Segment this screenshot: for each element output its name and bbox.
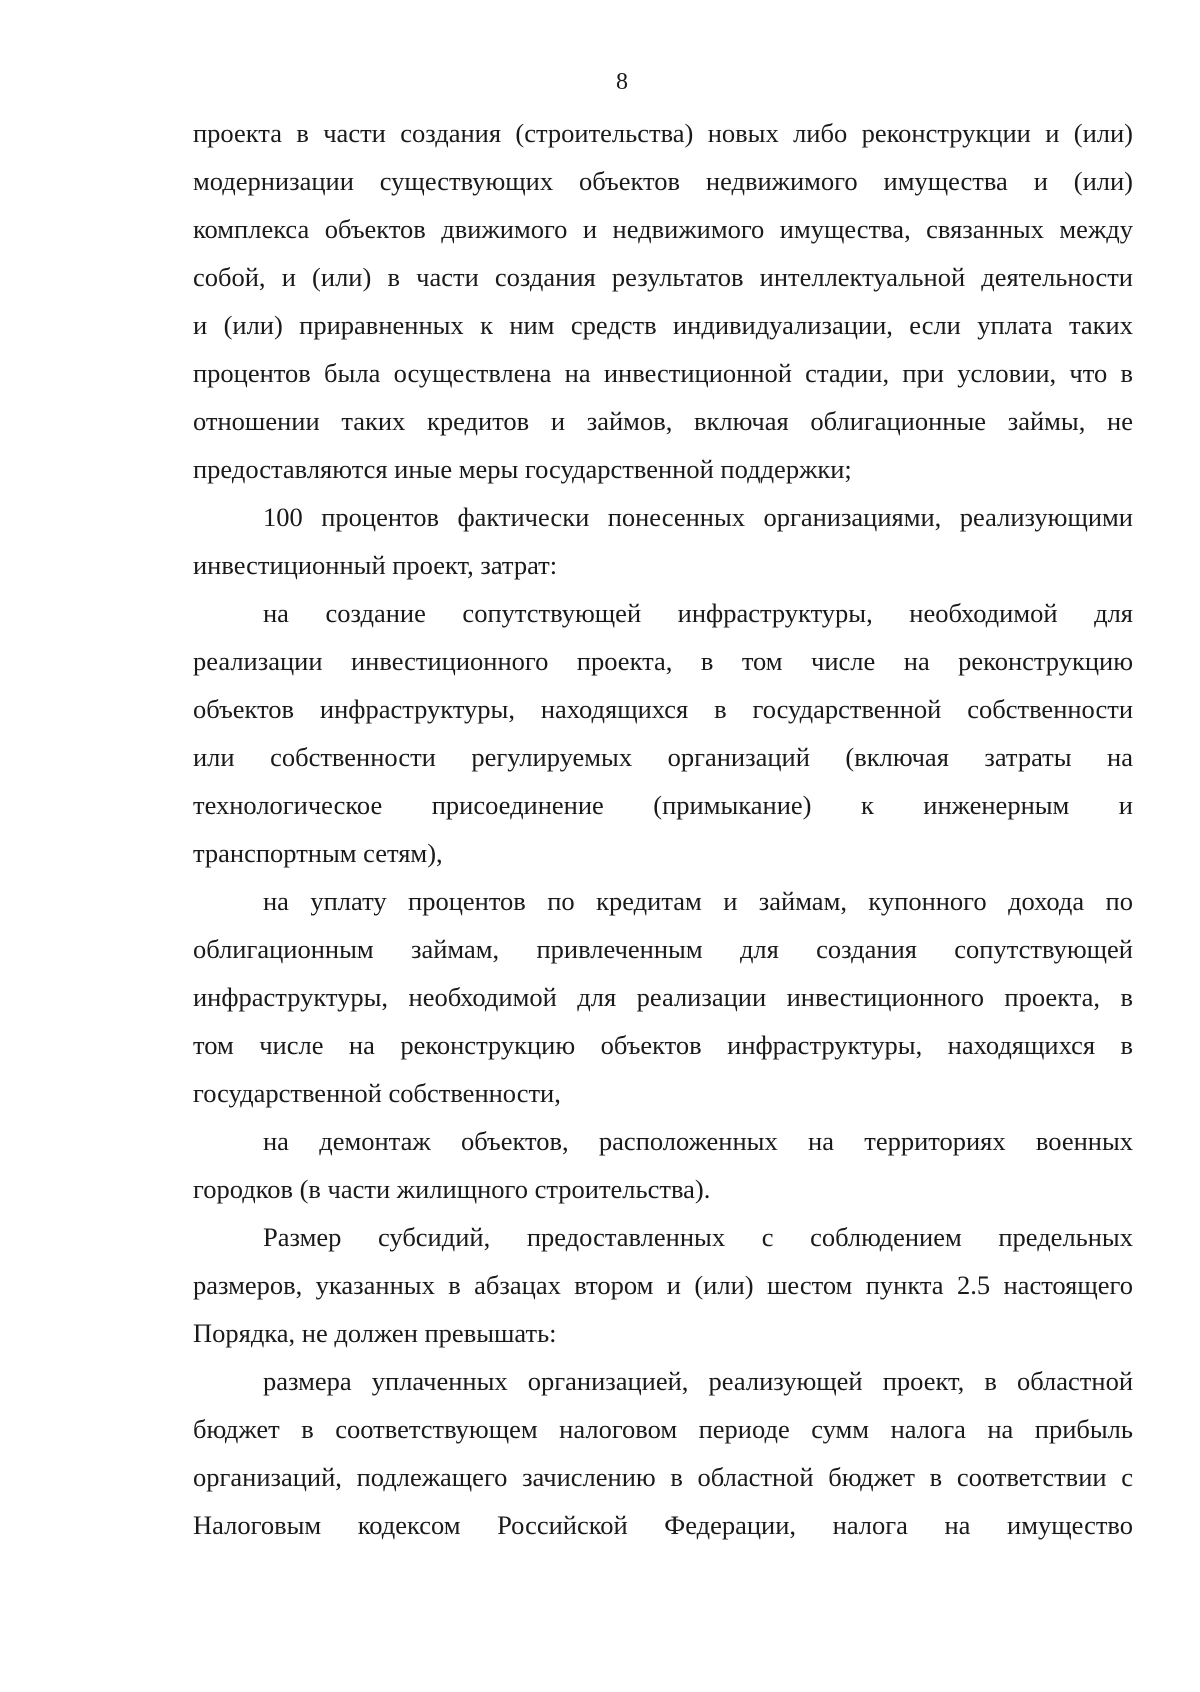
text-line: Порядка, не должен превышать:	[193, 1318, 557, 1348]
document-body-text	[193, 109, 1133, 1549]
page-number: 8	[616, 69, 628, 95]
text-line: Размер субсидий, предоставленных с соблюдением предельных	[263, 1222, 1133, 1252]
text-line: Налоговым кодексом Российской Федерации, налога на имущество	[193, 1510, 1133, 1540]
text-line: собой, и (или) в части создания результатов интеллектуальной деятельности	[193, 262, 1133, 292]
text-line: объектов инфраструктуры, находящихся в государственной собственности	[193, 694, 1133, 724]
text-line: городков (в части жилищного строительства).	[193, 1174, 711, 1204]
text-line: на уплату процентов по кредитам и займам, купонного дохода по	[263, 886, 1133, 916]
text-line: модернизации существующих объектов недвижимого имущества и (или)	[193, 166, 1133, 196]
text-line: размера уплаченных организацией, реализующей проект, в областной	[263, 1366, 1133, 1396]
text-line: том числе на реконструкцию объектов инфраструктуры, находящихся в	[193, 1030, 1133, 1060]
text-line: размеров, указанных в абзацах втором и (или) шестом пункта 2.5 настоящего	[193, 1270, 1133, 1300]
text-line: на демонтаж объектов, расположенных на территориях военных	[263, 1126, 1133, 1156]
text-line: облигационным займам, привлеченным для создания сопутствующей	[193, 934, 1133, 964]
text-line: организаций, подлежащего зачислению в областной бюджет в соответствии с	[193, 1462, 1133, 1492]
text-line: инфраструктуры, необходимой для реализации инвестиционного проекта, в	[193, 982, 1133, 1012]
text-line: и (или) приравненных к ним средств индивидуализации, если уплата таких	[193, 310, 1133, 340]
text-line: 100 процентов фактически понесенных организациями, реализующими	[263, 502, 1133, 532]
text-line: транспортным сетям),	[193, 838, 443, 868]
text-line: бюджет в соответствующем налоговом периоде сумм налога на прибыль	[193, 1414, 1133, 1444]
text-line: процентов была осуществлена на инвестиционной стадии, при условии, что в	[193, 358, 1133, 388]
text-line: государственной собственности,	[193, 1078, 561, 1108]
text-line: проекта в части создания (строительства) новых либо реконструкции и (или)	[193, 118, 1133, 148]
text-line: предоставляются иные меры государственной поддержки;	[193, 454, 852, 484]
text-line: технологическое присоединение (примыкание) к инженерным и	[193, 790, 1133, 820]
text-line: отношении таких кредитов и займов, включая облигационные займы, не	[193, 406, 1133, 436]
text-line: инвестиционный проект, затрат:	[193, 550, 558, 580]
text-line: или собственности регулируемых организаций (включая затраты на	[193, 742, 1133, 772]
text-line: на создание сопутствующей инфраструктуры, необходимой для	[263, 598, 1133, 628]
text-line: реализации инвестиционного проекта, в том числе на реконструкцию	[193, 646, 1133, 676]
text-line: комплекса объектов движимого и недвижимого имущества, связанных между	[193, 214, 1133, 244]
